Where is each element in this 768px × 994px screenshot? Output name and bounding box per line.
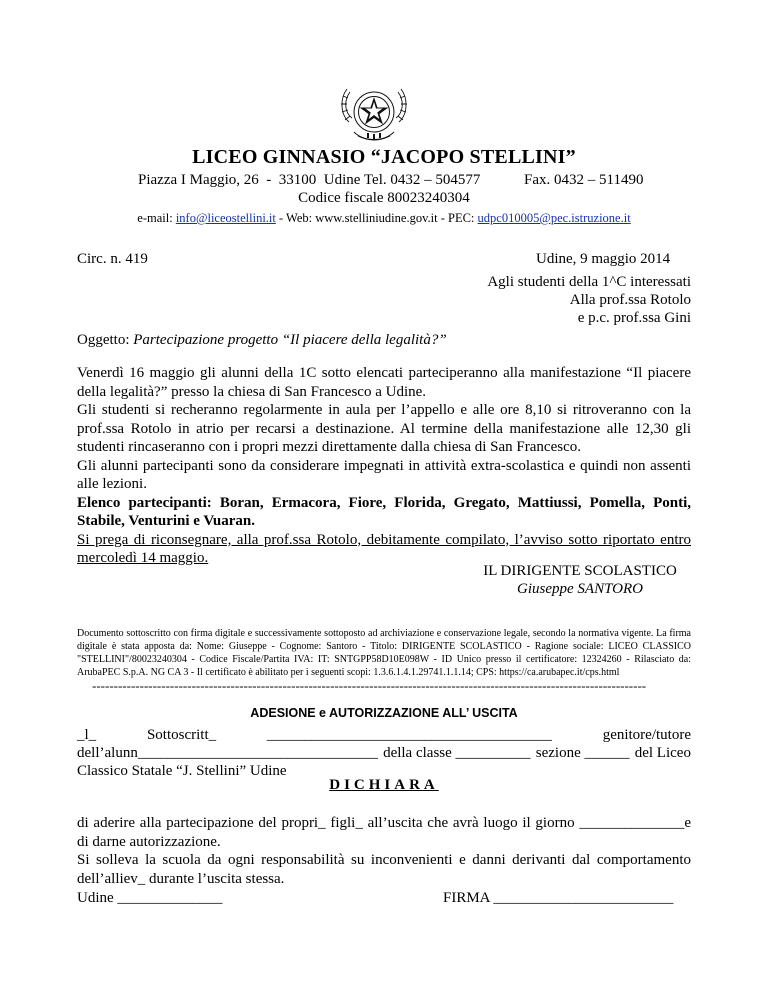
circular-number: Circ. n. 419 <box>77 251 148 267</box>
body-paragraph: Venerdì 16 maggio gli alunni della 1C sotto elencati parteciperanno alla manifestazione “Il piacere della legalità?” presso la chiesa di San Francesco a Udine. <box>77 365 691 400</box>
body-paragraph: Gli studenti si recheranno regolarmente in aula per l’appello e alle ore 8,10 si ritroveranno con la prof.ssa Rotolo in atrio per recarsi a destinazione. Al termine della manifestazione alle 12,30 gli studenti rincaseranno con i propri mezzi direttamente dalla chiesa di San Francesco. <box>77 402 691 455</box>
form-fields <box>77 727 691 780</box>
form-sottoscritt: Sottoscritt_ <box>146 727 217 743</box>
cut-line: -------------------------------------------------------------------------------------------------------------------------------- <box>92 678 647 693</box>
signature-name: Giuseppe SANTORO <box>517 581 643 597</box>
contact-line <box>0 211 768 226</box>
school-address: Piazza I Maggio, 26 - 33100 Udine Tel. 0432 – 504577 <box>138 172 481 188</box>
form-paragraph: Si solleva la scuola da ogni responsabilità su inconvenienti e danni derivanti dal comportamento dell’alliev_ durante l’uscita stessa. <box>77 852 691 887</box>
web-text: - Web: www.stelliniudine.gov.it - PEC: <box>275 211 478 225</box>
subject-label: Oggetto: <box>77 332 134 348</box>
subject-text: Partecipazione progetto “Il piacere della legalità?” <box>133 332 447 348</box>
form-prefix: _l_ <box>77 727 97 743</box>
parent-name-blank[interactable]: ______________________________________ <box>266 727 552 743</box>
signature-role: IL DIRIGENTE SCOLASTICO <box>483 563 677 579</box>
school-name: LICEO GINNASIO “JACOPO STELLINI” <box>192 146 576 168</box>
republic-emblem-icon <box>336 78 412 148</box>
school-fax: Fax. 0432 – 511490 <box>524 172 644 188</box>
dichiara-heading: DICHIARA <box>329 777 439 793</box>
body-paragraph: Gli alunni partecipanti sono da considerare impegnati in attività extra-scolastica e quindi non assenti alle lezioni. <box>77 457 691 492</box>
email-label: e-mail: <box>137 211 176 225</box>
parent-label: genitore/tutore <box>602 727 691 743</box>
circular-date: Udine, 9 maggio 2014 <box>536 251 671 267</box>
school-line: Classico Statale “J. Stellini” Udine <box>77 763 287 779</box>
place-date-blank[interactable]: Udine ______________ <box>77 890 223 906</box>
participants-list: Elenco partecipanti: Boran, Ermacora, Fiore, Florida, Gregato, Mattiussi, Pomella, Ponti, Stabile, Venturini e Vuaran. <box>77 494 691 529</box>
class-blank[interactable]: della classe __________ <box>383 745 531 761</box>
return-request: Si prega di riconsegnare, alla prof.ssa Rotolo, debitamente compilato, l’avviso sotto riportato entro mercoledì 14 maggio. <box>77 531 691 566</box>
subject-line <box>77 331 447 349</box>
form-body <box>77 814 691 888</box>
student-name-blank[interactable]: dell’alunn________________________________ <box>77 745 378 761</box>
recipient-students: Agli studenti della 1^C interessati <box>487 274 691 290</box>
recipient-teacher: Alla prof.ssa Rotolo <box>569 292 691 308</box>
signature-blank[interactable]: FIRMA ________________________ <box>443 890 674 906</box>
fiscal-code: Codice fiscale 80023240304 <box>298 190 470 206</box>
section-blank[interactable]: sezione ______ <box>535 745 630 761</box>
form-title: ADESIONE e AUTORIZZAZIONE ALL’ USCITA <box>250 706 518 720</box>
signature-block <box>440 562 720 598</box>
circular-body <box>77 364 691 568</box>
email-link[interactable]: info@liceostellini.it <box>175 211 276 225</box>
pec-link[interactable]: udpc010005@pec.istruzione.it <box>477 211 631 225</box>
liceo-label: del Liceo <box>634 745 691 761</box>
form-paragraph: di aderire alla partecipazione del propri_ figli_ all’uscita che avrà luogo il giorno ______________e di darne autorizzazione. <box>77 815 691 850</box>
recipients-block <box>487 273 691 327</box>
digital-signature-note: Documento sottoscritto con firma digitale e successivamente sottoposto ad archiviazione e conservazione legale, secondo la normativa vigente. La firma digitale è stata apposta da: Nome: Giuseppe - Cognome: Santoro - Titolo: DIRIGENTE SCOLASTICO - Ragione sociale: LICEO CLASSICO "STELLINI"/80023240304 - Codice Fiscale/Partita IVA: IT: SNTGPP58D10E098W - ID Unico presso il certificatore: 12324260 - Rilasciato da: ArubaPEC S.p.A. NG CA 3 - Il certificato è abilitato per i seguenti scopi: 1.3.6.1.4.1.29741.1.1.14; CPS: https://ca.arubapec.it/cps.html <box>77 628 691 678</box>
recipient-cc: e p.c. prof.ssa Gini <box>577 310 691 326</box>
